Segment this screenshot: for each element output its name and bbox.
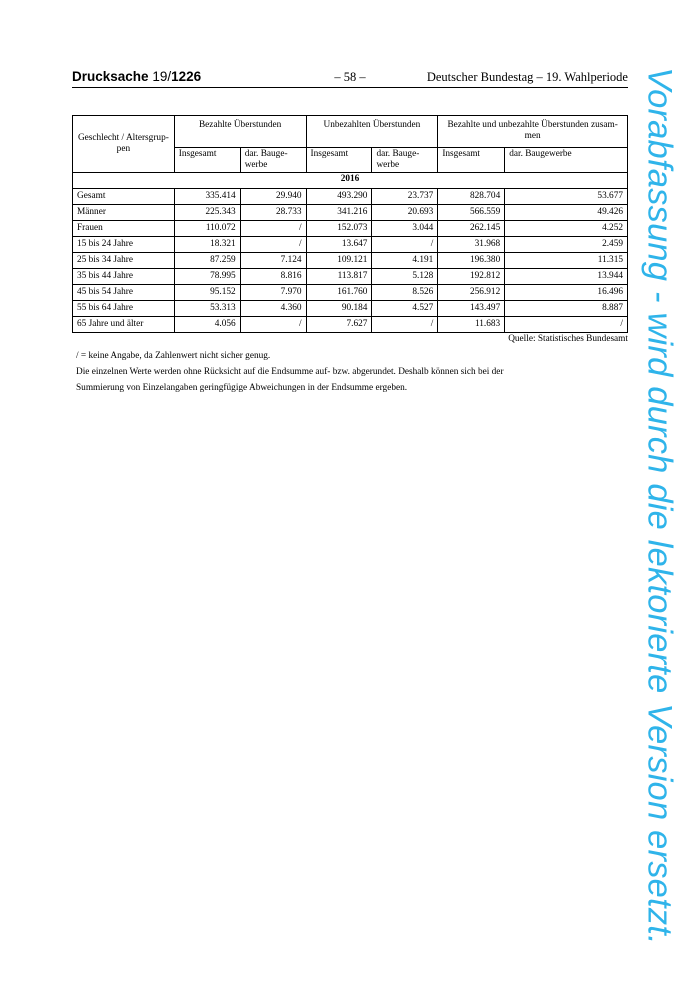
table-row <box>73 269 628 285</box>
column-header-group-label: Geschlecht / Altersgrup-pen <box>73 116 175 173</box>
row-label: Gesamt <box>73 189 175 205</box>
table-cell: 109.121 <box>306 253 372 269</box>
subheader-cell: dar. Baugewerbe <box>505 148 628 173</box>
row-label: Frauen <box>73 221 175 237</box>
table-cell: 28.733 <box>240 205 306 221</box>
table-cell: 566.559 <box>438 205 505 221</box>
table-cell: 7.124 <box>240 253 306 269</box>
table-cell: 53.313 <box>174 301 240 317</box>
table-cell: 4.527 <box>372 301 438 317</box>
footnotes <box>76 348 616 396</box>
table-cell: 23.737 <box>372 189 438 205</box>
table-header-row <box>73 116 628 148</box>
table-cell: / <box>240 221 306 237</box>
column-header-paid-overtime: Bezahlte Überstunden <box>174 116 306 148</box>
watermark-text: Vorabfassung - wird durch die lektorierte Version ersetzt. <box>640 66 679 945</box>
row-label: Männer <box>73 205 175 221</box>
row-label: 65 Jahre und älter <box>73 317 175 333</box>
table-cell: 4.191 <box>372 253 438 269</box>
table-cell: 13.944 <box>505 269 628 285</box>
table-cell: 11.315 <box>505 253 628 269</box>
footnote-rounding: Die einzelnen Werte werden ohne Rücksicht auf die Endsumme auf- bzw. abgerundet. Deshalb können sich bei der <box>76 367 504 377</box>
table-cell: 110.072 <box>174 221 240 237</box>
table-cell: 4.056 <box>174 317 240 333</box>
row-label: 35 bis 44 Jahre <box>73 269 175 285</box>
table-cell: / <box>240 317 306 333</box>
table-cell: 335.414 <box>174 189 240 205</box>
table-cell: 16.496 <box>505 285 628 301</box>
subheader-cell: dar. Bauge-werbe <box>240 148 306 173</box>
table-cell: 196.380 <box>438 253 505 269</box>
table-row <box>73 189 628 205</box>
table-cell: 5.128 <box>372 269 438 285</box>
table-cell: 493.290 <box>306 189 372 205</box>
row-label: 55 bis 64 Jahre <box>73 301 175 317</box>
footnote-legend: / = keine Angabe, da Zahlenwert nicht sicher genug. <box>76 351 271 361</box>
source-note: Quelle: Statistisches Bundesamt <box>508 334 628 344</box>
page-number: – 58 – <box>334 70 366 84</box>
row-label: 25 bis 34 Jahre <box>73 253 175 269</box>
table-cell: / <box>240 237 306 253</box>
table-cell: 192.812 <box>438 269 505 285</box>
year-label: 2016 <box>73 173 628 189</box>
institution-label: Deutscher Bundestag – 19. Wahlperiode <box>426 70 628 84</box>
page-header <box>72 69 628 88</box>
table-cell: / <box>372 237 438 253</box>
table-cell: 341.216 <box>306 205 372 221</box>
table-cell: 256.912 <box>438 285 505 301</box>
doc-label: Drucksache <box>72 69 149 84</box>
table-cell: 87.259 <box>174 253 240 269</box>
table-cell: 13.647 <box>306 237 372 253</box>
table-body <box>73 189 628 333</box>
subheader-cell: Insgesamt <box>438 148 505 173</box>
row-label: 45 bis 54 Jahre <box>73 285 175 301</box>
table-cell: 7.970 <box>240 285 306 301</box>
table-cell: 3.044 <box>372 221 438 237</box>
table-cell: 113.817 <box>306 269 372 285</box>
table-cell: 4.252 <box>505 221 628 237</box>
table-row <box>73 253 628 269</box>
table-cell: 262.145 <box>438 221 505 237</box>
table-cell: 20.693 <box>372 205 438 221</box>
table-cell: 161.760 <box>306 285 372 301</box>
table-row <box>73 285 628 301</box>
table-cell: 29.940 <box>240 189 306 205</box>
table-cell: 53.677 <box>505 189 628 205</box>
table-cell: 31.968 <box>438 237 505 253</box>
table-cell: 225.343 <box>174 205 240 221</box>
table-cell: 78.995 <box>174 269 240 285</box>
table-row <box>73 221 628 237</box>
table-row <box>73 237 628 253</box>
table-cell: / <box>372 317 438 333</box>
doc-number: 1226 <box>171 69 202 84</box>
draft-watermark <box>628 66 690 945</box>
table-cell: 143.497 <box>438 301 505 317</box>
table-cell: 2.459 <box>505 237 628 253</box>
table-row <box>73 317 628 333</box>
table-cell: / <box>505 317 628 333</box>
table-cell: 8.887 <box>505 301 628 317</box>
table-cell: 95.152 <box>174 285 240 301</box>
footnote-rounding-cont: Summierung von Einzelangaben geringfügige Abweichungen in der Endsumme ergeben. <box>76 383 408 393</box>
table-cell: 49.426 <box>505 205 628 221</box>
table-cell: 8.526 <box>372 285 438 301</box>
subheader-cell: Insgesamt <box>306 148 372 173</box>
table-cell: 152.073 <box>306 221 372 237</box>
row-label: 15 bis 24 Jahre <box>73 237 175 253</box>
column-header-unpaid-overtime: Unbezahlten Überstunden <box>306 116 438 148</box>
table-cell: 7.627 <box>306 317 372 333</box>
table-cell: 11.683 <box>438 317 505 333</box>
table-cell: 18.321 <box>174 237 240 253</box>
subheader-cell: dar. Bauge-werbe <box>372 148 438 173</box>
subheader-cell: Insgesamt <box>174 148 240 173</box>
table-row <box>73 301 628 317</box>
table-cell: 8.816 <box>240 269 306 285</box>
doc-number-prefix: 19/ <box>152 69 172 84</box>
table-cell: 4.360 <box>240 301 306 317</box>
table-row <box>73 205 628 221</box>
overtime-table <box>72 115 628 333</box>
year-row <box>73 173 628 189</box>
column-header-total-overtime: Bezahlte und unbezahlte Überstunden zusam-men <box>438 116 628 148</box>
table-cell: 90.184 <box>306 301 372 317</box>
table-cell: 828.704 <box>438 189 505 205</box>
